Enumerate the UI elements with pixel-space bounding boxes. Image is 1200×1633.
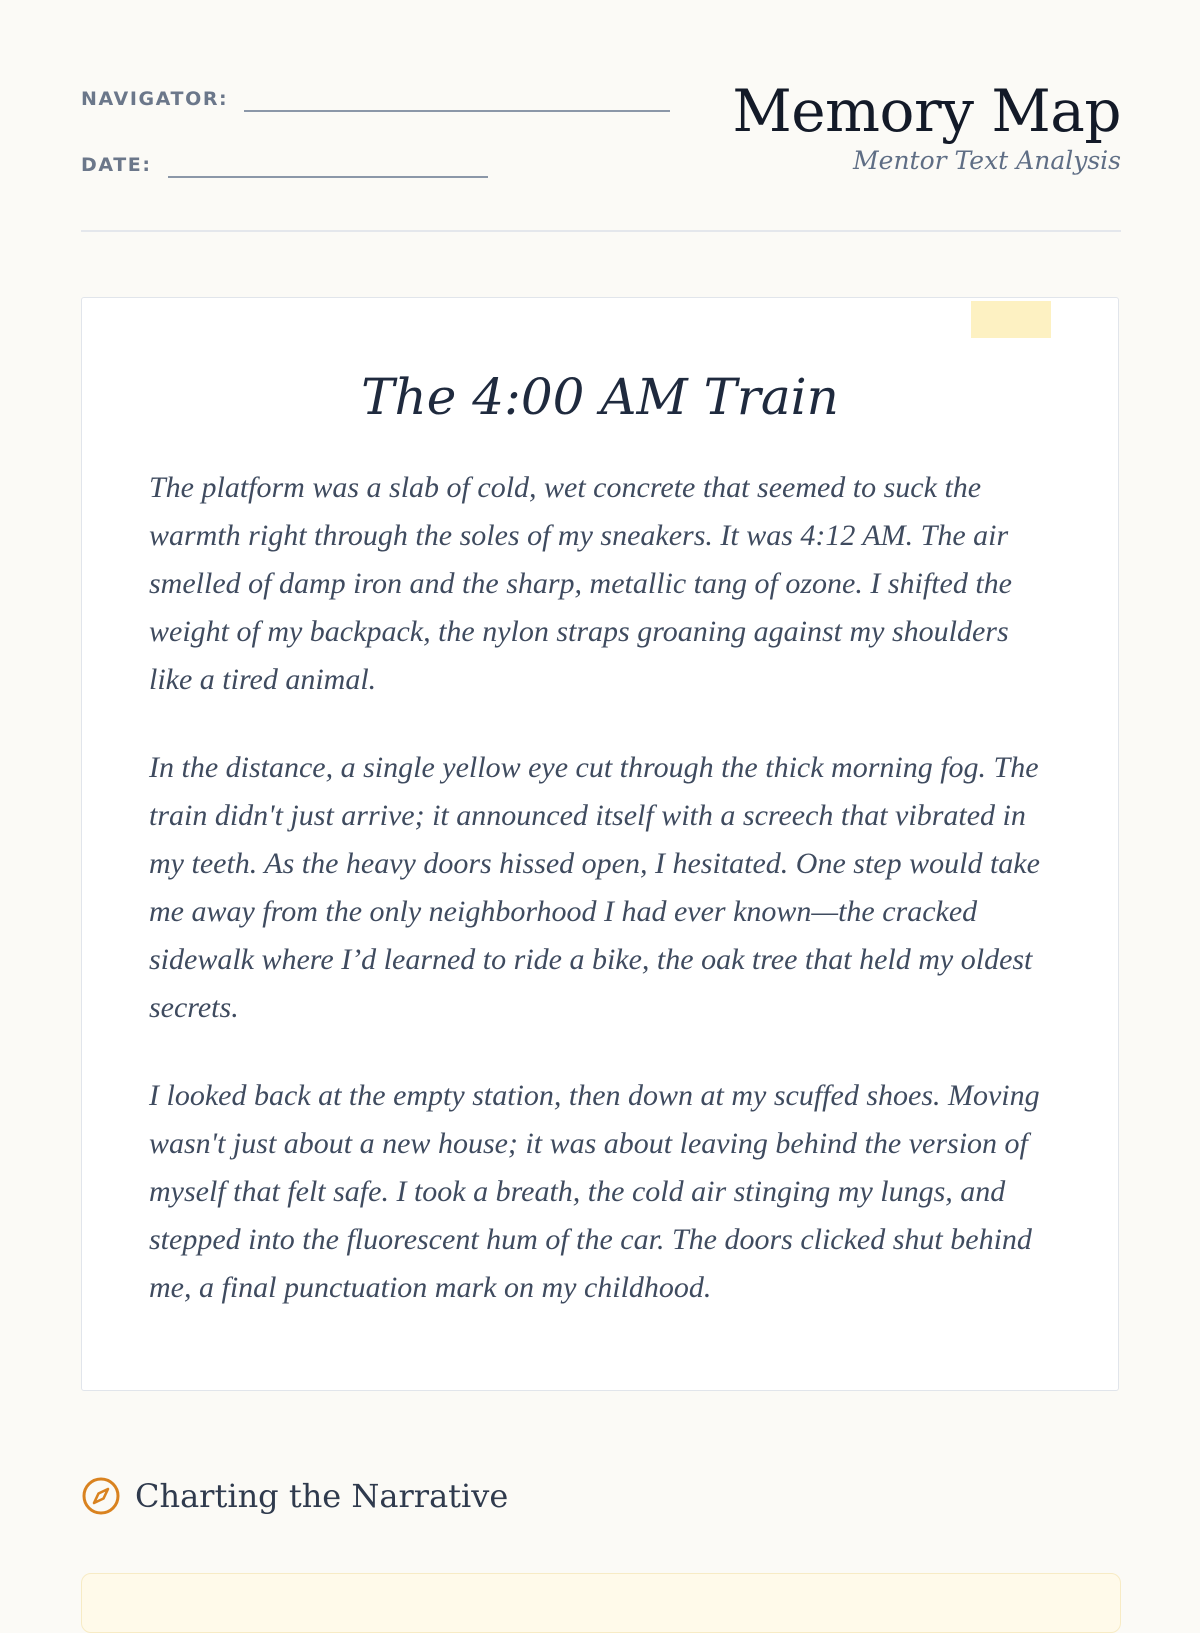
mentor-text-card: [81, 297, 1119, 1391]
story-body: [149, 464, 1059, 1352]
story-paragraph: In the distance, a single yellow eye cut through the thick morning fog. The train didn't just arrive; it announced itself with a screech that vibrated in my teeth. As the heavy doors hissed open, I hesitated. One step would take me away from the only neighborhood I had ever known—the cracked sidewalk where I’d learned to ride a bike, the oak tree that held my oldest secrets.: [149, 751, 1040, 1024]
navigator-label: NAVIGATOR:: [81, 88, 229, 110]
worksheet-brand: [732, 77, 1121, 175]
analysis-card: [81, 1573, 1121, 1633]
date-input-line[interactable]: [168, 176, 488, 178]
worksheet-page: [81, 0, 1121, 1515]
story-paragraph: I looked back at the empty station, then down at my scuffed shoes. Moving wasn't just about a new house; it was about leaving behind the version of myself that felt safe. I took a breath, the cold air stinging my lungs, and stepped into the fluorescent hum of the car. The doors clicked shut behind me, a final punctuation mark on my childhood.: [149, 1079, 1040, 1304]
story-title: The 4:00 AM Train: [361, 368, 839, 426]
story-paragraph: The platform was a slab of cold, wet concrete that seemed to suck the warmth right through the soles of my sneakers. It was 4:12 AM. The air smelled of damp iron and the sharp, metallic tang of ozone. I shifted the weight of my backpack, the nylon straps groaning against my shoulders like a tired animal.: [149, 471, 1012, 696]
date-field[interactable]: [81, 154, 488, 176]
worksheet-title: Memory Map: [732, 77, 1121, 145]
section-heading: [81, 1476, 508, 1516]
tape-decoration: [971, 301, 1051, 338]
navigator-field[interactable]: [81, 88, 670, 110]
worksheet-header: [81, 0, 1121, 232]
date-label: DATE:: [81, 154, 152, 176]
compass-icon: [81, 1476, 121, 1516]
section-title: Charting the Narrative: [135, 1477, 509, 1515]
navigator-input-line[interactable]: [244, 110, 670, 112]
worksheet-subtitle: Mentor Text Analysis: [853, 146, 1121, 175]
